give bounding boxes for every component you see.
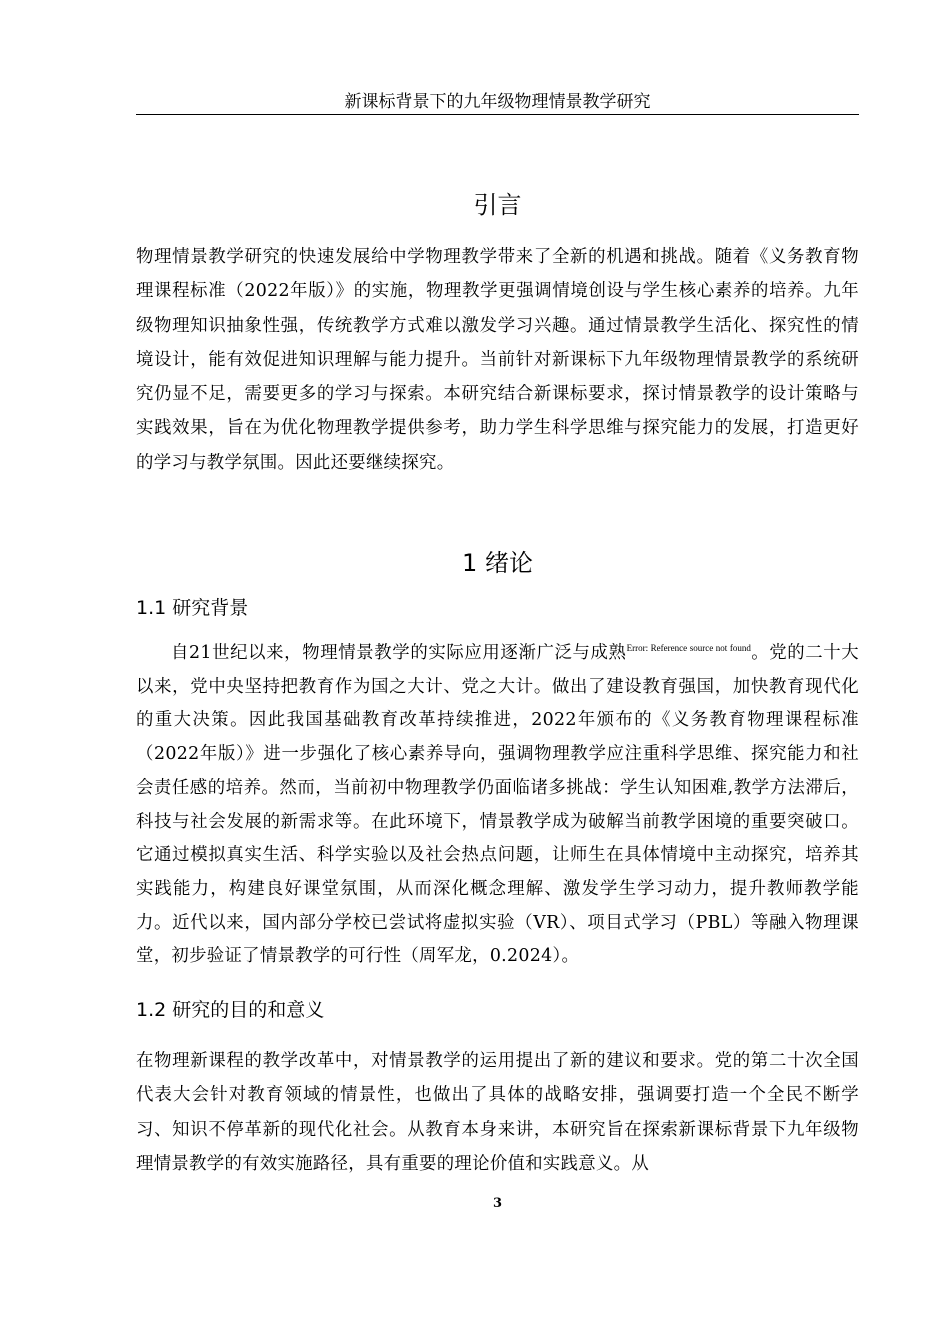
section-1-1-paragraph <box>136 632 859 974</box>
section-1-2-paragraph: 在物理新课程的教学改革中，对情景教学的运用提出了新的建议和要求。党的第二十次全国代表大会针对教育领域的情景性，也做出了具体的战略安排，强调要打造一个全民不断学习、知识不停革新的现代化社会。从教育本身来讲，本研究旨在探索新课标背景下九年级物理情景教学的有效实施路径，具有重要的理论价值和实践意义。从 <box>136 1051 859 1174</box>
intro-paragraph: 物理情景教学研究的快速发展给中学物理教学带来了全新的机遇和挑战。随着《义务教育物理课程标准（2022年版）》的实施，物理教学更强调情境创设与学生核心素养的培养。九年级物理知识抽象性强，传统教学方式难以激发学习兴趣。通过情景教学生活化、探究性的情境设计，能有效促进知识理解与能力提升。当前针对新课标下九年级物理情景教学的系统研究仍显不足，需要更多的学习与探索。本研究结合新课标要求，探讨情景教学的设计策略与实践效果，旨在为优化物理教学提供参考，助力学生科学思维与探究能力的发展，打造更好的学习与教学氛围。因此还要继续探究。 <box>136 247 859 473</box>
reference-error-note: Error: Reference source not found <box>626 643 751 653</box>
header-divider <box>136 114 859 115</box>
background-text-rest: 。党的二十大以来，党中央坚持把教育作为国之大计、党之大计。做出了建设教育强国，加快教育现代化的重大决策。因此我国基础教育改革持续推进，2022年颁布的《义务教育物理课程标准（2022年版）》进一步强化了核心素养导向，强调物理教学应注重科学思维、探究能力和社会责任感的培养。然而，当前初中物理教学仍面临诸多挑战：学生认知困难,教学方法滞后，科技与社会发展的新需求等。在此环境下，情景教学成为破解当前教学困境的重要突破口。它通过模拟真实生活、科学实验以及社会热点问题，让师生在具体情境中主动探究，培养其实践能力，构建良好课堂氛围，从而深化概念理解、激发学生学习动力，提升教师教学能力。近代以来，国内部分学校已尝试将虚拟实验（VR）、项目式学习（PBL）等融入物理课堂，初步验证了情景教学的可行性（周军龙，0.2024）。 <box>136 643 859 967</box>
intro-heading: 引言 <box>473 191 522 219</box>
running-header: 新课标背景下的九年级物理情景教学研究 <box>344 92 651 112</box>
chapter-1-heading: 1 绪论 <box>462 549 533 577</box>
page-number: 3 <box>492 1196 503 1211</box>
section-1-2-heading: 1.2 研究的目的和意义 <box>136 999 325 1021</box>
section-1-1-heading: 1.1 研究背景 <box>136 597 249 619</box>
background-text-start: 自21世纪以来，物理情景教学的实际应用逐渐广泛与成熟 <box>171 643 627 663</box>
